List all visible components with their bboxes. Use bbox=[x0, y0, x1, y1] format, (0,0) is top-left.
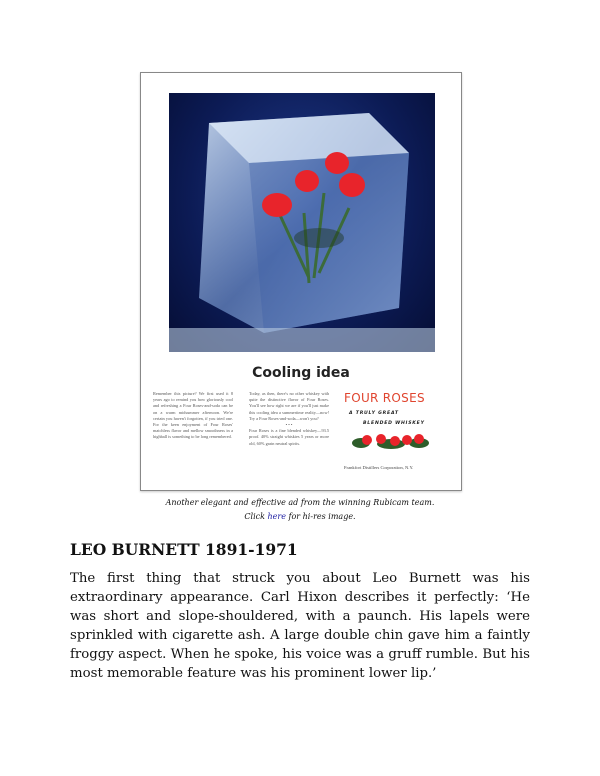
section-heading: LEO BURNETT 1891-1971 bbox=[70, 540, 298, 559]
roses-icon bbox=[351, 431, 431, 453]
ad-body-column-2-text: Today, as then, there's no other whiskey with quite the distinctive flavor of Four Roses. You'll see how right we are if you'll just make this cooling idea a summertime reality—now! Try a Four Roses-and-soda—won't you? bbox=[249, 391, 329, 421]
caption-text: Click bbox=[244, 512, 268, 521]
image-caption: Another elegant and effective ad from the winning Rubicam team. bbox=[165, 498, 435, 507]
ice-block-photo bbox=[169, 93, 435, 352]
advertisement-image bbox=[140, 72, 462, 491]
ad-body-column-1: Remember this picture? We first used it 8 years ago to remind you how gloriously cool and refreshing a Four Roses-and-soda can be on a warm midsummer afternoon. We're certain you haven't forgotten, if you tried one. For the keen enjoyment of Four Roses' matchless flavor and mellow smoothness in a highball is something to be long remembered. bbox=[153, 391, 233, 440]
ad-tagline-2: BLENDED WHISKEY bbox=[363, 421, 425, 426]
ad-dots: • • • bbox=[285, 422, 293, 428]
hires-image-link[interactable]: here bbox=[267, 512, 286, 521]
ad-body-column-2-note: Four Roses is a fine blended whiskey—93.5 proof. 40% straight whiskies 5 years or more old, 60% grain neutral spirits. bbox=[249, 428, 329, 446]
ice-roses-illustration bbox=[169, 93, 435, 352]
ad-tagline-1: A TRULY GREAT bbox=[349, 411, 399, 416]
body-paragraph: The first thing that struck you about Leo Burnett was his extraordinary appearance. Carl Hixon describes it perfectly: ‘He was short and slope-shouldered, with a paunch. His lapels were sprinkled with cigarette ash. A large double chin gave him a faintly froggy aspect. When he spoke, his voice was a gruff rumble. But his most memorable feature was his prominent lower lip.’ bbox=[70, 571, 530, 681]
ad-brand-logo: FOUR ROSES bbox=[344, 391, 425, 405]
ad-corporation: Frankfort Distillers Corporation, N.Y. bbox=[344, 465, 414, 470]
ad-headline: Cooling idea bbox=[252, 365, 350, 381]
caption-text: for hi-res image. bbox=[285, 512, 356, 521]
ad-body-column-2 bbox=[249, 391, 329, 447]
hires-caption bbox=[0, 512, 600, 521]
